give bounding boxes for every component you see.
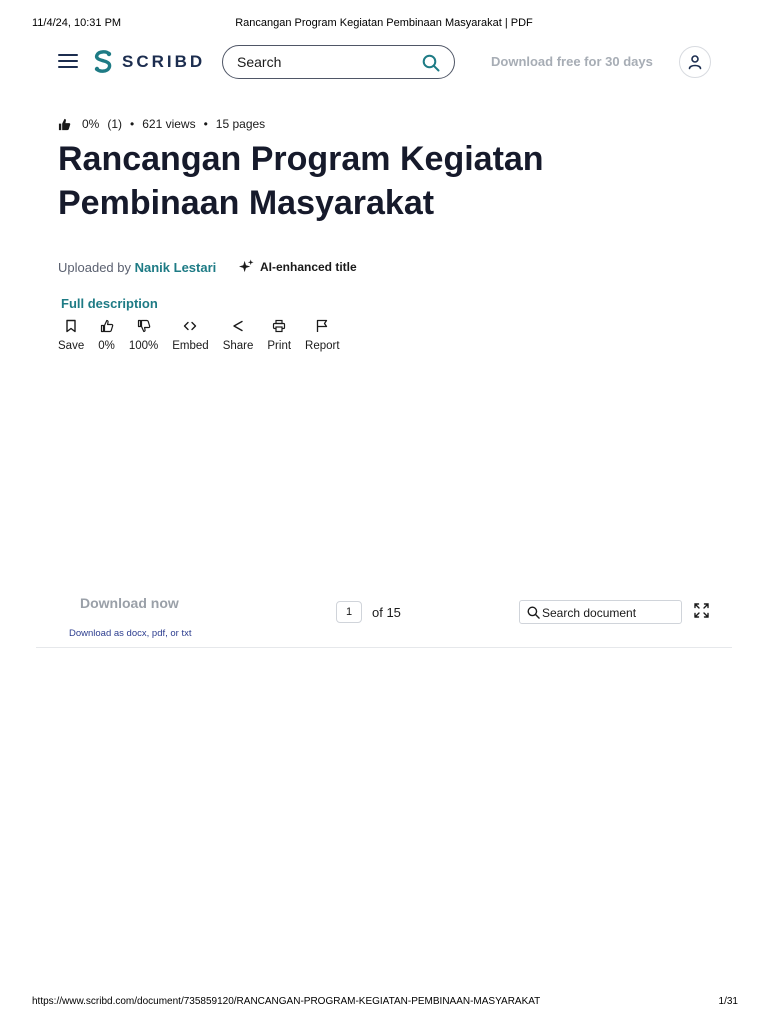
total-pages-label: of 15: [372, 604, 401, 620]
page-count: 15 pages: [215, 117, 266, 131]
downvote-button[interactable]: [129, 319, 158, 352]
report-label: Report: [305, 340, 340, 352]
download-formats-link[interactable]: Download as docx, pdf, or txt: [69, 628, 192, 639]
document-title: Rancangan Program Kegiatan Pembinaan Masyarakat: [58, 140, 544, 222]
bookmark-icon: [64, 319, 78, 333]
ai-badge-label: AI-enhanced title: [260, 259, 357, 274]
print-page-number: 1/31: [718, 996, 738, 1007]
print-header: [32, 17, 736, 31]
uploaded-by-label: Uploaded by: [58, 260, 131, 275]
full-description-link[interactable]: Full description: [61, 296, 158, 311]
code-icon: [183, 319, 197, 333]
rating-percent: 0%: [82, 117, 100, 131]
download-free-link[interactable]: Download free for 30 days: [491, 54, 653, 69]
print-button[interactable]: [267, 319, 291, 352]
upvote-button[interactable]: [98, 319, 115, 352]
scribd-logo[interactable]: [92, 49, 205, 75]
scribd-logo-icon: [92, 49, 114, 75]
save-label: Save: [58, 340, 85, 352]
share-icon: [231, 319, 245, 333]
meta-separator: •: [203, 117, 208, 131]
download-now-button[interactable]: Download now: [80, 595, 179, 611]
share-label: Share: [222, 340, 254, 352]
print-page-title: Rancangan Program Kegiatan Pembinaan Masyarakat | PDF: [235, 17, 533, 29]
rating-count: (1): [107, 117, 123, 131]
embed-label: Embed: [172, 340, 209, 352]
printer-icon: [272, 319, 286, 333]
viewer-divider: [36, 647, 732, 648]
document-stats: [58, 117, 265, 131]
thumbs-up-filled-icon: [58, 118, 71, 131]
document-search-input[interactable]: [542, 604, 678, 621]
share-button[interactable]: [223, 319, 254, 352]
author-link[interactable]: Nanik Lestari: [134, 260, 217, 275]
downvote-label: 100%: [128, 340, 159, 352]
search-input[interactable]: [237, 52, 417, 72]
report-button[interactable]: [305, 319, 340, 352]
upvote-label: 0%: [98, 340, 115, 352]
user-icon: [687, 54, 703, 70]
page-navigator: [336, 601, 401, 623]
search-icon: [527, 606, 540, 619]
document-search-box[interactable]: [519, 600, 682, 624]
logo-text: SCRIBD: [122, 52, 206, 71]
fullscreen-icon[interactable]: [694, 603, 709, 618]
embed-button[interactable]: [172, 319, 208, 352]
uploader-info: [58, 260, 216, 275]
thumbs-down-icon: [137, 319, 151, 333]
thumbs-up-icon: [100, 319, 114, 333]
menu-icon[interactable]: [58, 54, 78, 70]
print-datetime: 11/4/24, 10:31 PM: [32, 17, 122, 29]
meta-separator: •: [130, 117, 135, 131]
print-url: https://www.scribd.com/document/735859120/RANCANGAN-PROGRAM-KEGIATAN-PEMBINAAN-MASYARAKAT: [32, 996, 541, 1007]
search-icon[interactable]: [422, 54, 440, 72]
sparkle-icon: [239, 259, 254, 274]
document-actions: [58, 319, 354, 352]
ai-enhanced-badge: [239, 259, 357, 274]
flag-icon: [315, 319, 329, 333]
page-number-input[interactable]: [336, 601, 362, 623]
account-button[interactable]: [679, 46, 711, 78]
top-navigation: [58, 44, 714, 80]
view-count: 621 views: [142, 117, 196, 131]
search-box[interactable]: [222, 45, 455, 79]
print-footer: [32, 996, 738, 1010]
print-label: Print: [267, 340, 292, 352]
save-button[interactable]: [58, 319, 84, 352]
